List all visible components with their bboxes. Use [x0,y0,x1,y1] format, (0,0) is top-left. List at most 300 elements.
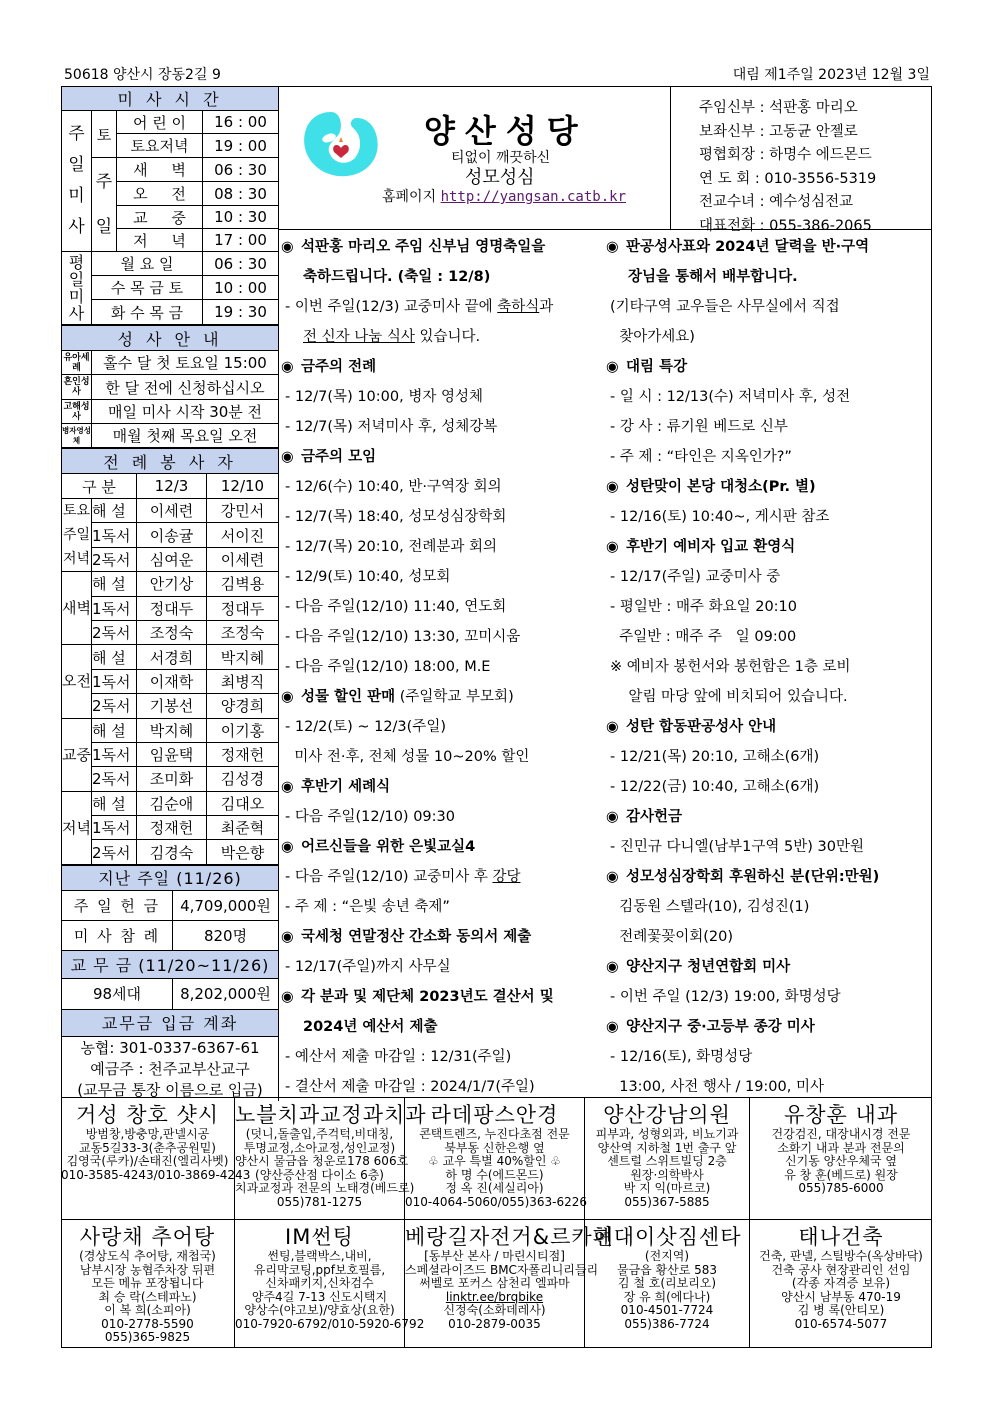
notice-item [604,952,932,1012]
ad-line: 소화기 내과 분과 전문의 [777,1140,905,1155]
server-name: 이세련 [207,547,279,571]
server-name: 김대오 [207,791,279,815]
ad-line: 055)386-7724 [624,1316,710,1331]
ad-box [750,1220,932,1347]
notice-title [279,832,603,862]
notice-line: - 다음 주일(12/10) 13:30, 꼬미시움 [285,629,521,645]
ad-line: (전지역) [644,1249,690,1263]
ad-line: 스페셜라이즈드 BMC자폴리니리들리 [405,1262,599,1277]
parish-title: 양산성당 [424,112,588,150]
ad-line: 010-7920-6792/010-5920-6792 [235,1316,425,1331]
mass-times-table [61,86,279,325]
ad-line: ♧ 교우 특별 40%할인 ♧ [428,1154,561,1168]
servers-table [61,448,279,865]
notice-line: - 12/17(주일)까지 사무실 [285,959,451,975]
mass-time: 06 : 30 [203,158,279,182]
ad-link[interactable]: linktr.ee/brqbike [445,1289,544,1304]
bullet-icon: ◉ [606,869,619,885]
ad-title: 라데팡스안경 [430,1103,559,1127]
notice-title [279,442,603,472]
ad-line: 콘택트렌즈, 누진다초점 전문 [419,1127,570,1141]
ad-line: 양주4길 7-13 신도시택지 [251,1289,388,1304]
sacrament-value: 매월 첫째 목요일 오전 [92,424,279,448]
ad-line: 교동5길33-3(춘추공원밑) [79,1140,216,1155]
ad-line: 썬팅,블랙박스,내비, [267,1249,372,1263]
notice-line: - 12/16(토) 10:40~, 게시판 참조 [610,509,830,525]
parish-logo-icon [301,108,381,180]
notice-line: 13:00, 사전 행사 / 19:00, 미사 [610,1079,824,1095]
notice-line: 주일반 : 매주 주 일 09:00 [610,629,797,645]
bullet-icon: ◉ [281,689,294,705]
staff-item: 대표전화 : 055-386-2065 [699,217,872,234]
notice-title [279,922,603,952]
notice-title-cont: 장님을 통해서 배부합니다. [628,269,798,285]
account-holder: 예금주 : 천주교부산교구 [90,1059,250,1078]
slogan-line-1: 티없이 깨끗하신 [451,150,551,166]
server-name: 김벽용 [207,572,279,596]
server-name: 이송귤 [137,523,207,547]
server-name: 서경희 [137,645,207,669]
sacrament-table [61,325,279,448]
notice-line: - 다음 주일(12/10) 11:40, 연도회 [285,599,507,615]
server-name: 기봉선 [137,694,207,718]
notice-line: 김동원 스텔라(10), 김성진(1) [610,899,810,915]
notice-item [279,922,603,982]
mass-name: 어 린 이 [117,111,203,134]
ad-title: 현대이삿짐센타 [592,1225,742,1249]
notice-title [604,472,932,502]
notice-line: - 12/9(토) 10:40, 성모회 [285,569,451,585]
ad-line: 010-2778-5590 [101,1316,194,1331]
notice-title-text: 대림 특강 [626,359,688,375]
notice-title-text: 성모성심장학회 후원하신 분(단위:만원) [626,869,880,885]
server-name: 이기홍 [207,718,279,742]
sacrament-value: 홀수 달 첫 토요일 15:00 [92,351,279,375]
notice-title-cont: 2024년 예산서 제출 [303,1019,438,1035]
ad-box [235,1098,427,1219]
ad-line: 건축, 판넬, 스틸방수(옥상바닥) [759,1249,923,1263]
notice-line: - 강 사 : 류기원 베드로 신부 [610,419,788,435]
notice-title-text: 성탄맞이 본당 대청소(Pr. 별) [626,479,816,495]
ad-line: 010-4501-7724 [620,1303,714,1317]
notice-item [604,232,932,352]
ad-box [585,1098,750,1219]
bulletin-date: 대림 제1주일 2023년 12월 3일 [732,67,930,83]
notice-title [604,352,932,382]
notice-segment: 축하식 [497,299,540,315]
ad-line: 055)365-9825 [104,1330,191,1344]
ad-line: 김영국(루카)/손태진(엘리사벳) [66,1154,229,1168]
notice-line: - 이번 주일 (12/3) 19:00, 화명성당 [610,989,841,1005]
mass-time: 08 : 30 [203,182,279,206]
staff-item: 보좌신부 : 고동균 안젤로 [699,123,858,140]
ad-line: 피부과, 성형외과, 비뇨기과 [595,1127,739,1141]
ad-box [750,1098,932,1219]
staff-item: 주임신부 : 석판홍 마리오 [699,100,858,116]
bullet-icon: ◉ [281,359,294,375]
ad-line: (덧니,돌출입,주걱턱,비대칭, [245,1127,394,1141]
notice-line: 전례꽃꽂이회(20) [610,929,734,945]
server-group-label: 저녁 [62,791,92,864]
server-group-label: 새벽 [62,572,92,645]
server-group-label: 토요주일저녁 [62,499,92,572]
notice-line: 찾아가세요) [610,329,695,345]
servers-col-header: 12/3 [137,474,207,499]
notice-segment: - 다음 주일(12/10) 교중미사 후 [285,869,493,885]
notice-line: - 12/7(목) 18:40, 성모성심장학회 [285,509,507,525]
ad-line: 정 옥 진(세실리아) [445,1181,544,1195]
ad-line: 최 승 락(스테파노) [98,1289,197,1304]
notice-item [279,832,603,922]
mass-times-header: 미 사 시 간 [62,87,279,111]
bullet-icon: ◉ [281,779,294,795]
server-name: 최준혁 [207,816,279,840]
notice-title [604,712,932,742]
notice-title [604,532,932,562]
ad-line: 양산역 지하철 1번 출구 앞 [597,1140,737,1155]
sacrament-header: 성 사 안 내 [62,326,279,351]
notice-item [279,772,603,832]
notice-title-text: 국세청 연말정산 간소화 동의서 제출 [301,929,532,945]
notice-segment: 강당 [492,869,521,885]
server-name: 정재헌 [207,742,279,766]
notice-title [279,772,603,802]
ads-row-1 [61,1097,932,1219]
ad-line: 신차패키지,신차검수 [265,1276,374,1290]
ad-line: 이 복 희(소피아) [104,1303,191,1317]
bullet-icon: ◉ [281,449,294,465]
ad-line: 남부시장 농협주차장 뒤편 [79,1262,216,1277]
notice-title-text: 양산지구 청년연합회 미사 [626,959,791,975]
ad-line: 건강검진, 대장내시경 전문 [771,1127,911,1141]
notice-line: - 12/6(수) 10:40, 반·구역장 회의 [285,479,502,495]
notice-line: - 12/17(주일) 교중미사 중 [610,569,781,585]
notice-item [604,1012,932,1102]
dues-value: 8,202,000원 [173,978,279,1009]
ad-line: 양산시 남부동 470-19 [781,1289,901,1304]
account-note: (교무금 통장 이름으로 입금) [77,1080,263,1099]
notice-line: - 12/16(토), 화명성당 [610,1049,753,1065]
notice-line: - 12/7(목) 20:10, 전례분과 회의 [285,539,497,555]
server-role: 2독서 [92,547,137,571]
notice-line: - 예산서 제출 마감일 : 12/31(주일) [285,1049,512,1065]
ad-box [61,1098,251,1219]
server-role: 1독서 [92,816,137,840]
notice-line: - 주 제 : “은빛 송년 축제” [285,899,450,915]
notice-title [279,232,603,262]
ad-line: 유 창 훈(베드로) 원장 [784,1167,898,1182]
notice-line: - 12/2(토) ~ 12/3(주일) [285,719,446,735]
ad-line: 원장·의학박사 [630,1167,704,1182]
bullet-icon: ◉ [281,239,294,255]
server-name: 김순애 [137,791,207,815]
mass-time: 10 : 30 [203,206,279,229]
server-role: 1독서 [92,596,137,620]
ad-box [235,1220,425,1347]
bullet-icon: ◉ [606,479,619,495]
parish-header [278,86,932,234]
server-name: 조정숙 [137,620,207,644]
notice-title-text: 감사헌금 [626,809,683,825]
ad-box [405,1220,614,1347]
mass-name: 교 중 [117,206,203,229]
sacrament-label: 병자영성체 [62,424,92,448]
homepage-label: 홈페이지 [382,189,437,205]
ad-line: 박 지 익(마르코) [623,1181,711,1195]
bullet-icon: ◉ [606,719,619,735]
server-role: 해 설 [92,718,137,742]
notice-line: - 일 시 : 12/13(수) 저녁미사 후, 성전 [610,389,851,405]
servers-col-header: 12/10 [207,474,279,499]
mass-time: 10 : 00 [203,276,279,300]
server-name: 임윤택 [137,742,207,766]
notice-line: - 결산서 제출 마감일 : 2024/1/7(주일) [285,1079,535,1095]
notice-title-text: 양산지구 중·고등부 종강 미사 [626,1019,815,1035]
notice-subtitle: (주일학교 부모회) [395,689,514,705]
ad-title: 태나건축 [798,1225,884,1249]
dues-header: 교 무 금 (11/20~11/26) [62,950,279,978]
server-group-label: 교중 [62,718,92,791]
notice-title-text: 각 분과 및 제단체 2023년도 결산서 및 [301,989,554,1005]
ad-line: 010-3585-4243/010-3869-4243 [61,1167,251,1182]
ad-line: 055)781-1275 [276,1194,363,1209]
server-name: 이재학 [137,669,207,693]
bullet-icon: ◉ [281,929,294,945]
notice-line: - 12/7(목) 10:00, 병자 영성체 [285,389,483,405]
ad-title: 베랑길자전거&르카페 [405,1225,614,1249]
bullet-icon: ◉ [606,1019,619,1035]
notice-line: - 평일반 : 매주 화요일 20:10 [610,599,798,615]
server-name: 김성경 [207,767,279,791]
ad-title: 사랑채 추어탕 [79,1225,216,1249]
notice-item [279,232,603,352]
ads-row-2 [61,1219,932,1347]
server-name: 박지혜 [207,645,279,669]
ad-box [405,1098,588,1219]
notice-title-cont: 축하드립니다. (축일 : 12/8) [303,269,491,285]
notice-title-text: 성물 할인 판매 [301,689,396,705]
ad-line: 양산시 물금읍 청운로178 606호 [235,1154,409,1168]
server-role: 해 설 [92,572,137,596]
server-name: 안기상 [137,572,207,596]
notices-middle-column [279,232,603,1102]
ad-line: 010-6574-5077 [794,1316,888,1331]
notice-line: - 주 제 : “타인은 지옥인가?” [610,449,792,465]
notice-title [604,952,932,982]
sacrament-value: 한 달 전에 신청하십시오 [92,375,279,400]
bullet-icon: ◉ [281,989,294,1005]
mass-name: 오 전 [117,182,203,206]
notice-title [604,802,932,832]
attendance-label: 미 사 참 례 [62,920,173,950]
ad-box [585,1220,750,1347]
ad-line: 물금읍 황산로 583 [616,1262,718,1277]
notice-title [279,982,603,1012]
bullet-icon: ◉ [606,239,619,255]
account-number: 농협: 301-0337-6367-61 [80,1038,260,1057]
bullet-icon: ◉ [281,839,294,855]
ad-line: 건축 공사 현장관리인 선임 [771,1262,911,1277]
staff-item: 평협회장 : 하명수 에드몬드 [699,147,872,163]
bullet-icon: ◉ [606,809,619,825]
server-name: 박지혜 [137,718,207,742]
notice-title-text: 성탄 합동판공성사 안내 [626,719,777,735]
notice-title [604,862,932,892]
server-role: 2독서 [92,767,137,791]
server-name: 서이진 [207,523,279,547]
bullet-icon: ◉ [606,359,619,375]
mass-time: 19 : 30 [203,300,279,325]
server-role: 해 설 [92,645,137,669]
ad-line: 055)367-5885 [624,1194,710,1209]
server-name: 조정숙 [207,620,279,644]
finance-table [61,865,279,1102]
notice-line [279,862,603,892]
ad-line: 써벨로 포커스 삼천리 엘파마 [419,1276,570,1290]
ad-line: 북부동 신한은행 옆 [444,1140,545,1155]
sunday-label: 주일 [92,158,117,252]
notice-title-text: 석판홍 마리오 주임 신부님 영명축일을 [301,239,546,255]
notice-segment: - 이번 주일(12/3) 교중미사 끝에 [285,299,498,315]
bullet-icon: ◉ [606,539,619,555]
ad-line: 010-2879-0035 [448,1316,541,1331]
servers-col-header: 구 분 [62,474,137,499]
ad-line: 김 철 호(리보리오) [617,1276,717,1290]
ad-line: 유리막코팅,ppf보호필름, [253,1262,386,1277]
mass-name: 토요저녁 [117,134,203,158]
mass-time: 17 : 00 [203,229,279,252]
server-role: 1독서 [92,523,137,547]
server-role: 1독서 [92,742,137,766]
ad-title: 거성 창호 샷시 [75,1103,220,1127]
server-group-label: 오전 [62,645,92,718]
sacrament-label: 혼인성사 [62,375,92,400]
sunday-mass-label: 주일미사 [62,111,92,252]
server-name: 강민서 [207,499,279,523]
server-name: 정대두 [207,596,279,620]
ad-line: 모든 메뉴 포장됩니다 [91,1276,204,1290]
notice-item [604,532,932,712]
mass-time: 06 : 30 [203,252,279,276]
notice-title [604,232,932,262]
homepage-link[interactable]: http://yangsan.catb.kr [440,189,626,205]
notice-segment: 과 [539,299,554,315]
ad-line: 양상수(야고보)/양효상(요한) [244,1303,395,1317]
ad-line: 장 유 희(에다나) [623,1289,711,1304]
ad-title: 양산강남의원 [603,1103,731,1127]
homepage [382,186,626,206]
sacrament-label: 고해성사 [63,401,90,422]
notice-line: - 12/7(목) 저녁미사 후, 성체강복 [285,419,498,435]
notice-line: - 12/21(목) 20:10, 고해소(6개) [610,749,820,765]
notices-right-column [604,232,932,1102]
saturday-label: 토 [92,111,117,158]
notice-title [279,352,603,382]
notice-item [279,982,603,1102]
notice-line: - 다음 주일(12/10) 18:00, M.E [285,659,491,675]
ad-line: 하 명 수(에드몬드) [445,1167,544,1182]
ad-line: [동부산 본사 / 마린시티점] [424,1249,565,1263]
notice-title-text: 어르신들을 위한 은빛교실4 [301,839,476,855]
notice-line: - 진민규 다니엘(남부1구역 5반) 30만원 [610,839,864,855]
notice-title [279,682,603,712]
ad-line: (양산증산점 다이소 6층) [255,1167,384,1182]
notice-item [604,472,932,532]
ad-line: 방범창,방충망,판넬시공 [85,1127,210,1141]
server-role: 2독서 [92,694,137,718]
notice-segment: 있습니다. [414,329,481,345]
server-role: 1독서 [92,669,137,693]
ad-title: 유창훈 내과 [783,1103,899,1127]
account-header: 교무금 입금 계좌 [62,1009,279,1036]
mass-name: 수 목 금 토 [92,276,203,300]
top-line [64,64,930,84]
mass-time: 19 : 00 [203,134,279,158]
staff-list [670,86,933,234]
ad-line: 055)785-6000 [798,1181,884,1195]
notice-line [279,292,603,322]
ad-line: 010-4064-5060/055)363-6226 [405,1194,588,1209]
notice-title-text: 판공성사표와 2024년 달력을 반·구역 [626,239,870,255]
ad-line: (각종 자격증 보유) [791,1276,891,1290]
ad-line: 투명교정,소아교정,성인교정) [243,1140,396,1155]
ad-line: 센트럴 스위트빌딩 2층 [607,1154,727,1168]
attendance-value: 820명 [173,920,279,950]
server-name: 심여운 [137,547,207,571]
weekday-mass-label: 평일미사 [62,252,92,325]
left-info-column [61,86,278,1101]
households-value: 98세대 [62,978,173,1009]
notice-line [279,322,603,352]
notice-line: 알림 마당 앞에 비치되어 있습니다. [610,689,848,705]
sacrament-value: 매일 미사 시작 30분 전 [92,400,279,424]
server-role: 해 설 [92,499,137,523]
notice-item [279,682,603,772]
staff-item: 연 도 회 : 010-3556-5319 [699,170,877,187]
notice-line: (기타구역 교우들은 사무실에서 직접 [610,299,840,315]
ad-title: 노블치과교정과치과 [235,1103,427,1127]
server-name: 김경숙 [137,840,207,864]
mass-name: 월 요 일 [92,252,203,276]
staff-item: 전교수녀 : 예수성심전교 [699,194,854,210]
notice-item [604,862,932,952]
notice-line: ※ 예비자 봉헌서와 봉헌함은 1층 로비 [610,659,851,675]
sacrament-label: 유아세례 [63,352,90,373]
ad-line: 치과교정과 전문의 노태경(베드로) [235,1181,415,1195]
notice-title [604,1012,932,1042]
ad-line: (경상도식 추어탕, 재첩국) [79,1249,216,1263]
mass-name: 새 벽 [117,158,203,182]
notice-title-text: 후반기 예비자 입교 환영식 [626,539,796,555]
server-name: 양경희 [207,694,279,718]
server-name: 최병직 [207,669,279,693]
server-name: 정대두 [137,596,207,620]
notice-title-text: 금주의 모임 [301,449,377,465]
ad-box [61,1220,235,1347]
server-role: 2독서 [92,620,137,644]
server-name: 정재헌 [137,816,207,840]
notice-title-text: 금주의 전례 [301,359,377,375]
slogan-line-2: 성모성심 [465,167,535,188]
offering-label: 주 일 헌 금 [62,890,173,920]
ad-title: IM썬팅 [285,1225,354,1249]
notice-line: 미사 전·후, 전체 성물 10~20% 할인 [285,749,530,765]
notice-title-text: 후반기 세례식 [301,779,391,795]
notice-line: - 12/22(금) 10:40, 고해소(6개) [610,779,820,795]
ad-line: 신기동 양산우체국 옆 [785,1154,897,1168]
notice-item [604,712,932,802]
mass-time: 16 : 00 [203,111,279,134]
